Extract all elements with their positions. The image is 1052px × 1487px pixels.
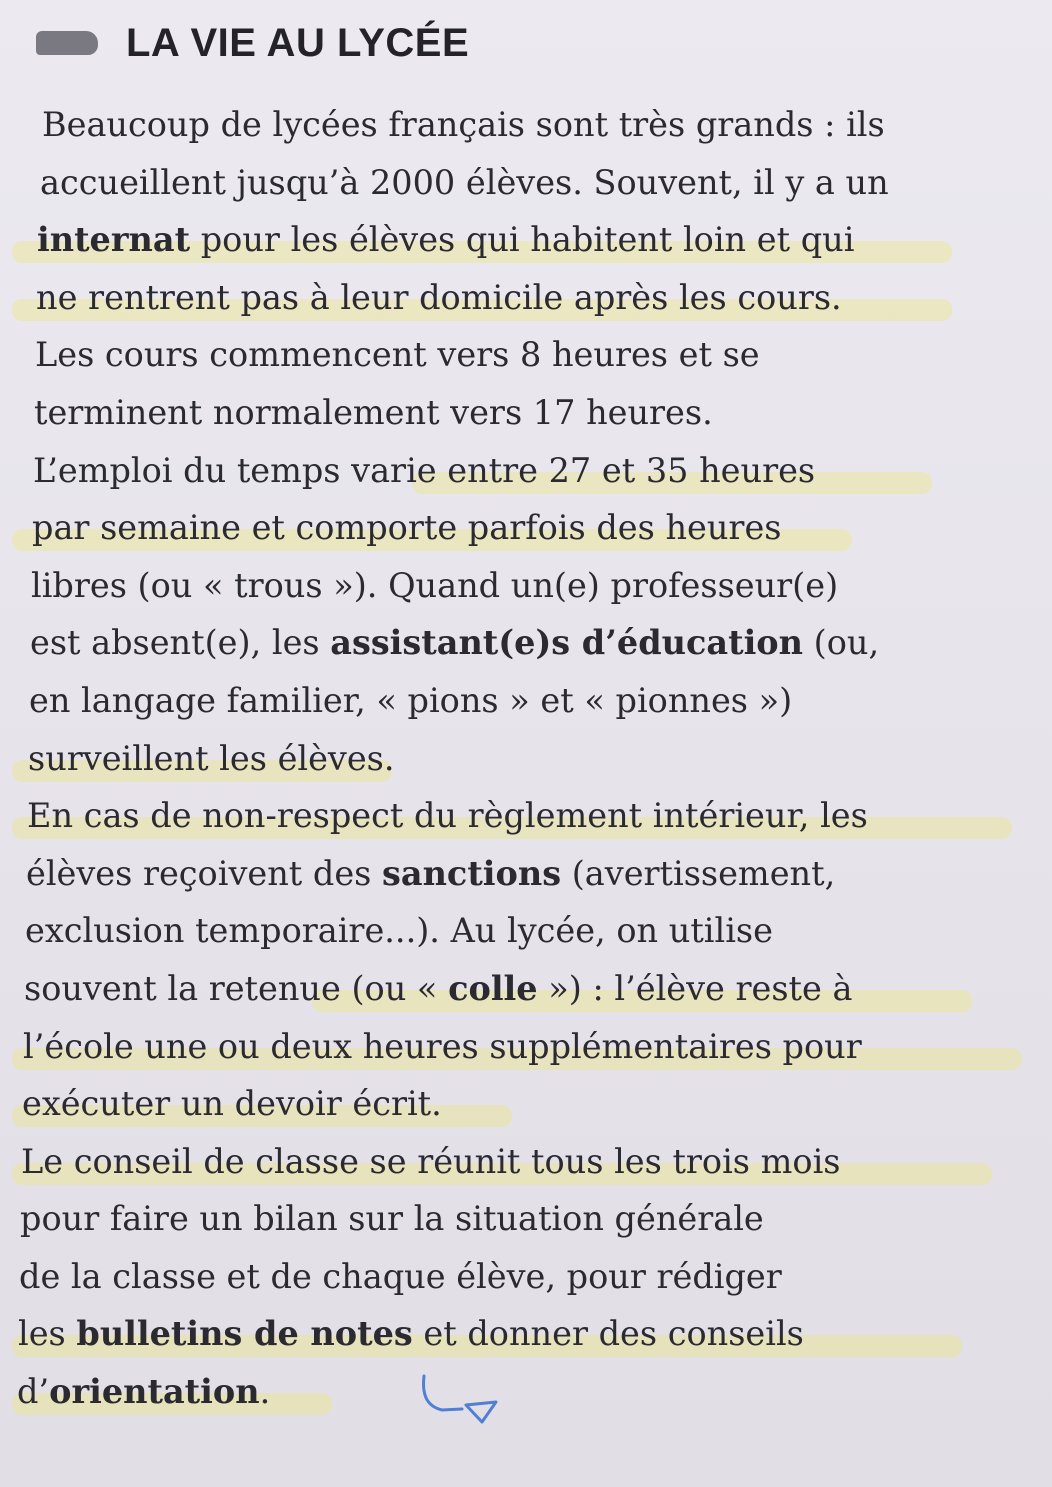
text-line xyxy=(12,1248,1042,1306)
text-segment: pour faire un bilan sur la situation générale xyxy=(20,1199,764,1239)
text-segment: terminent normalement vers 17 heures. xyxy=(34,392,713,432)
text-segment: ne rentrent pas à leur domicile après les cours. xyxy=(36,277,842,317)
text-segment: les xyxy=(18,1314,77,1354)
text-segment: L’emploi du temps varie entre 27 et 35 heures xyxy=(33,450,816,490)
handwritten-arrow-icon xyxy=(418,1372,518,1432)
text-line xyxy=(12,902,1042,960)
text-line xyxy=(12,384,1042,442)
text-line xyxy=(12,326,1042,384)
text-line xyxy=(12,960,1042,1018)
text-segment: en langage familier, « pions » et « pionnes ») xyxy=(29,680,793,720)
text-segment: . xyxy=(259,1372,271,1412)
text-line xyxy=(12,211,1042,269)
text-segment: Beaucoup de lycées français sont très grands : ils xyxy=(42,105,885,144)
text-segment: ») : l’élève reste à xyxy=(537,968,853,1008)
text-line xyxy=(12,1190,1042,1248)
text-line xyxy=(12,672,1042,730)
text-segment: par semaine et comporte parfois des heures xyxy=(32,508,782,548)
text-line xyxy=(12,845,1042,903)
text-line xyxy=(12,1133,1042,1191)
text-segment: de la classe et de chaque élève, pour rédiger xyxy=(19,1256,782,1296)
text-line xyxy=(12,1305,1042,1363)
text-line xyxy=(12,269,1042,327)
text-segment: l’école une ou deux heures supplémentaires pour xyxy=(23,1026,862,1066)
bold-term: orientation xyxy=(49,1372,260,1412)
bold-term: assistant(e)s d’éducation xyxy=(330,623,803,663)
text-segment: pour les élèves qui habitent loin et qui xyxy=(190,220,855,260)
text-segment: d’ xyxy=(17,1372,50,1412)
text-segment: et donner des conseils xyxy=(412,1314,804,1354)
text-line xyxy=(12,499,1042,557)
bold-term: internat xyxy=(37,220,191,260)
body-paragraph xyxy=(12,96,1042,1421)
text-line xyxy=(12,96,1042,154)
text-segment: Les cours commencent vers 8 heures et se xyxy=(35,335,760,375)
text-line xyxy=(12,1018,1042,1076)
text-segment: En cas de non-respect du règlement intérieur, les xyxy=(27,796,868,836)
text-line xyxy=(12,154,1042,212)
section-title: LA VIE AU LYCÉE xyxy=(126,20,470,65)
bold-term: bulletins de notes xyxy=(76,1314,413,1354)
text-segment: est absent(e), les xyxy=(30,623,331,663)
text-line xyxy=(12,1363,1042,1421)
text-line xyxy=(12,787,1042,845)
text-segment: exclusion temporaire...). Au lycée, on utilise xyxy=(25,911,773,951)
text-segment: (avertissement, xyxy=(561,853,836,893)
text-line xyxy=(12,557,1042,615)
text-segment: élèves reçoivent des xyxy=(26,853,382,893)
text-segment: Le conseil de classe se réunit tous les trois mois xyxy=(21,1141,841,1181)
text-segment: souvent la retenue (ou « xyxy=(24,968,449,1008)
section-header xyxy=(36,18,469,68)
text-segment: libres (ou « trous »). Quand un(e) professeur(e) xyxy=(31,565,839,605)
text-line xyxy=(12,1075,1042,1133)
text-segment: accueillent jusqu’à 2000 élèves. Souvent, il y a un xyxy=(40,162,889,202)
text-line xyxy=(12,730,1042,788)
text-segment: (ou, xyxy=(803,623,880,663)
section-marker-icon xyxy=(36,31,98,55)
text-line xyxy=(12,442,1042,500)
bold-term: colle xyxy=(448,968,538,1008)
text-segment: exécuter un devoir écrit. xyxy=(22,1084,442,1124)
text-segment: surveillent les élèves. xyxy=(28,738,395,778)
bold-term: sanctions xyxy=(382,853,562,893)
text-line xyxy=(12,614,1042,672)
